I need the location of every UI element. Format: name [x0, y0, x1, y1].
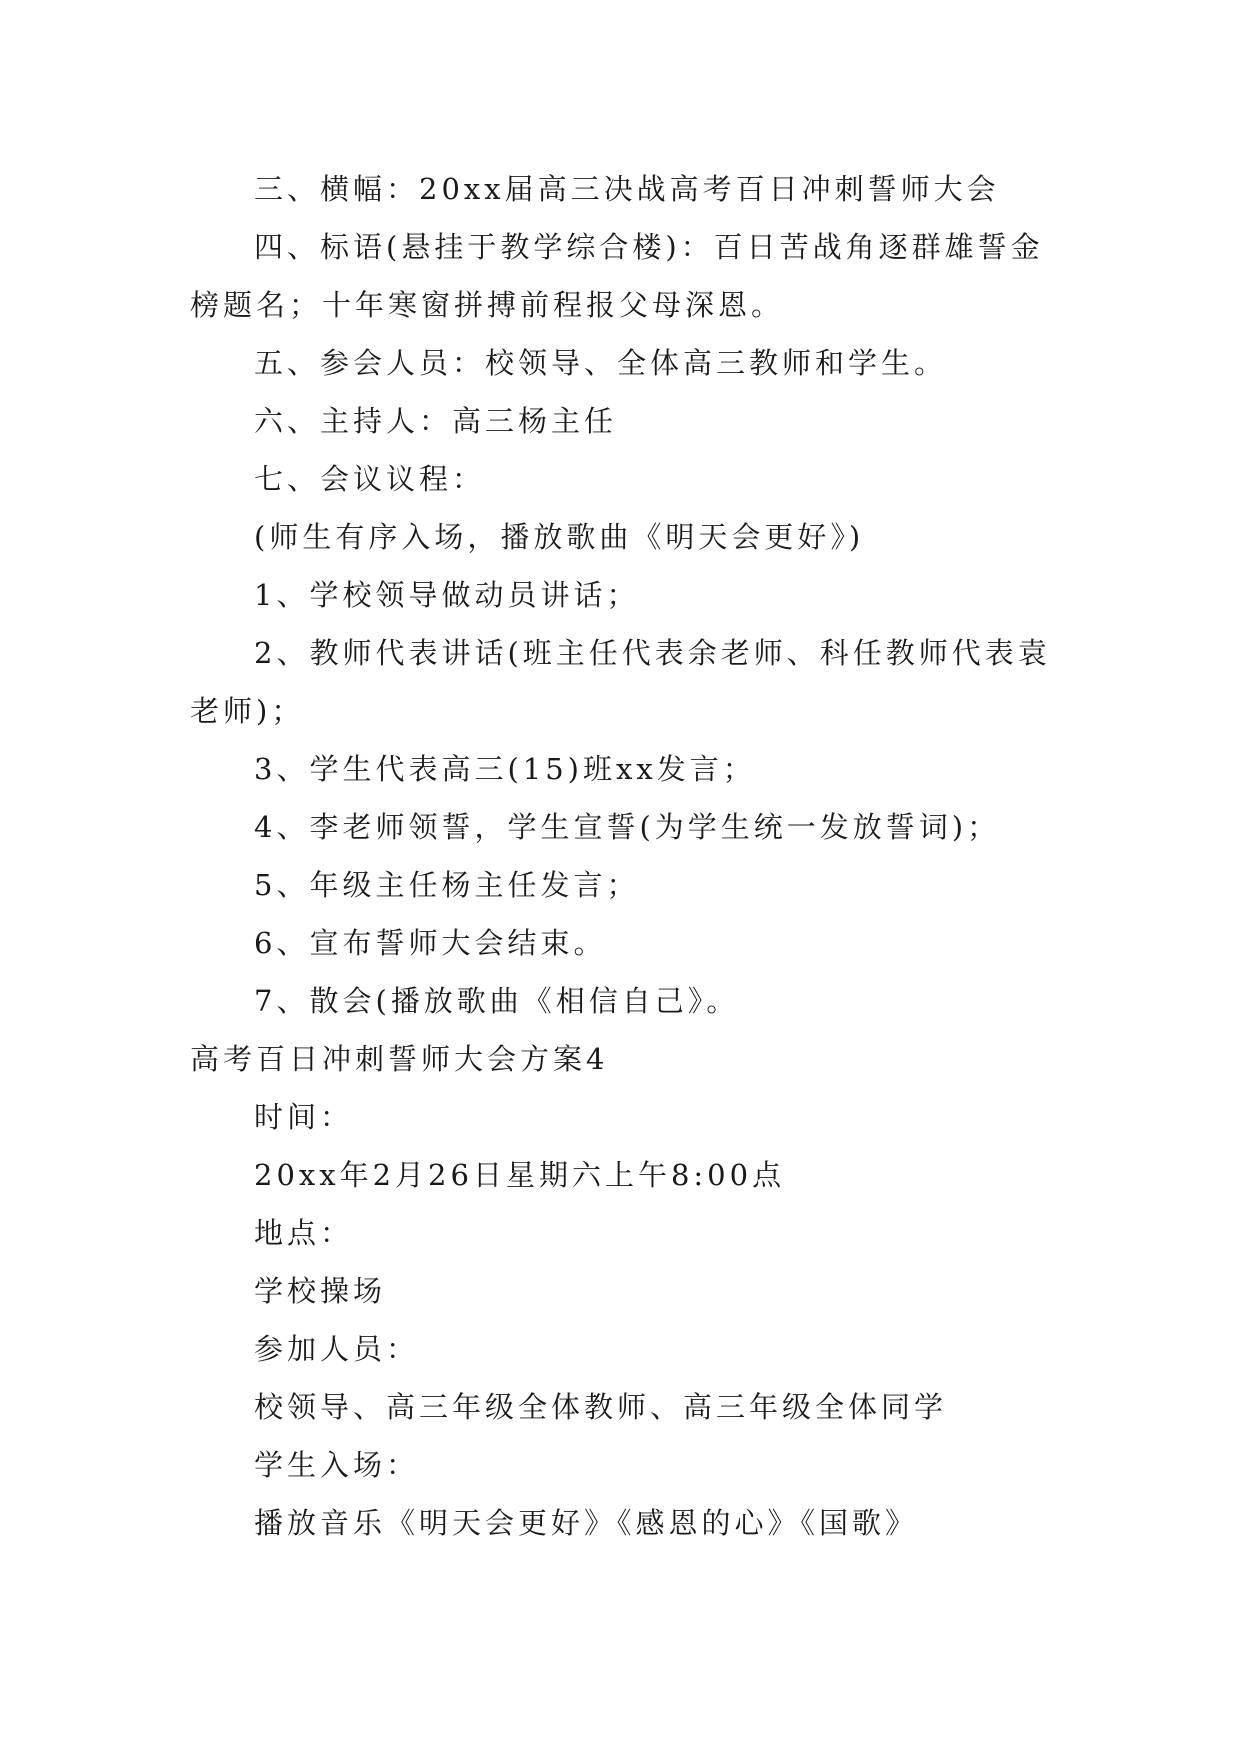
time-value: 20xx年2月26日星期六上午8:00点: [254, 1158, 786, 1192]
location-label: 地点：: [254, 1216, 354, 1250]
time-label: 时间：: [254, 1100, 354, 1134]
paragraph-attendees: 五、参会人员：校领导、全体高三教师和学生。: [254, 346, 948, 380]
paragraph-host: 六、主持人：高三杨主任: [254, 404, 618, 438]
agenda-item-1: 1、学校领导做动员讲话；: [254, 578, 640, 612]
section-title: 高考百日冲刺誓师大会方案4: [190, 1042, 609, 1076]
participants-label: 参加人员：: [254, 1332, 420, 1366]
paragraph-slogan: 四、标语(悬挂于教学综合楼)：百日苦战角逐群雄誓金榜题名；十年寒窗拼搏前程报父母深恩。: [190, 230, 1044, 322]
agenda-item-4: 4、李老师领誓，学生宣誓(为学生统一发放誓词)；: [254, 810, 1001, 844]
agenda-item-3: 3、学生代表高三(15)班xx发言；: [254, 752, 756, 786]
document-body: [190, 160, 1070, 1552]
agenda-item-2: 2、教师代表讲话(班主任代表余老师、科任教师代表袁老师)；: [190, 636, 1051, 728]
paragraph-banner: 三、横幅：20xx届高三决战高考百日冲刺誓师大会: [254, 172, 1000, 206]
agenda-item-5: 5、年级主任杨主任发言；: [254, 868, 640, 902]
student-entrance-music: 播放音乐《明天会更好》《感恩的心》《国歌》: [254, 1506, 919, 1540]
agenda-item-6: 6、宣布誓师大会结束。: [254, 926, 607, 960]
location-value: 学校操场: [254, 1274, 387, 1308]
paragraph-agenda-heading: 七、会议议程：: [254, 462, 486, 496]
student-entrance-label: 学生入场：: [254, 1448, 420, 1482]
participants-value: 校领导、高三年级全体教师、高三年级全体同学: [254, 1390, 948, 1424]
paragraph-entrance: (师生有序入场，播放歌曲《明天会更好》): [254, 520, 865, 554]
agenda-item-7: 7、散会(播放歌曲《相信自己》。: [254, 984, 740, 1018]
